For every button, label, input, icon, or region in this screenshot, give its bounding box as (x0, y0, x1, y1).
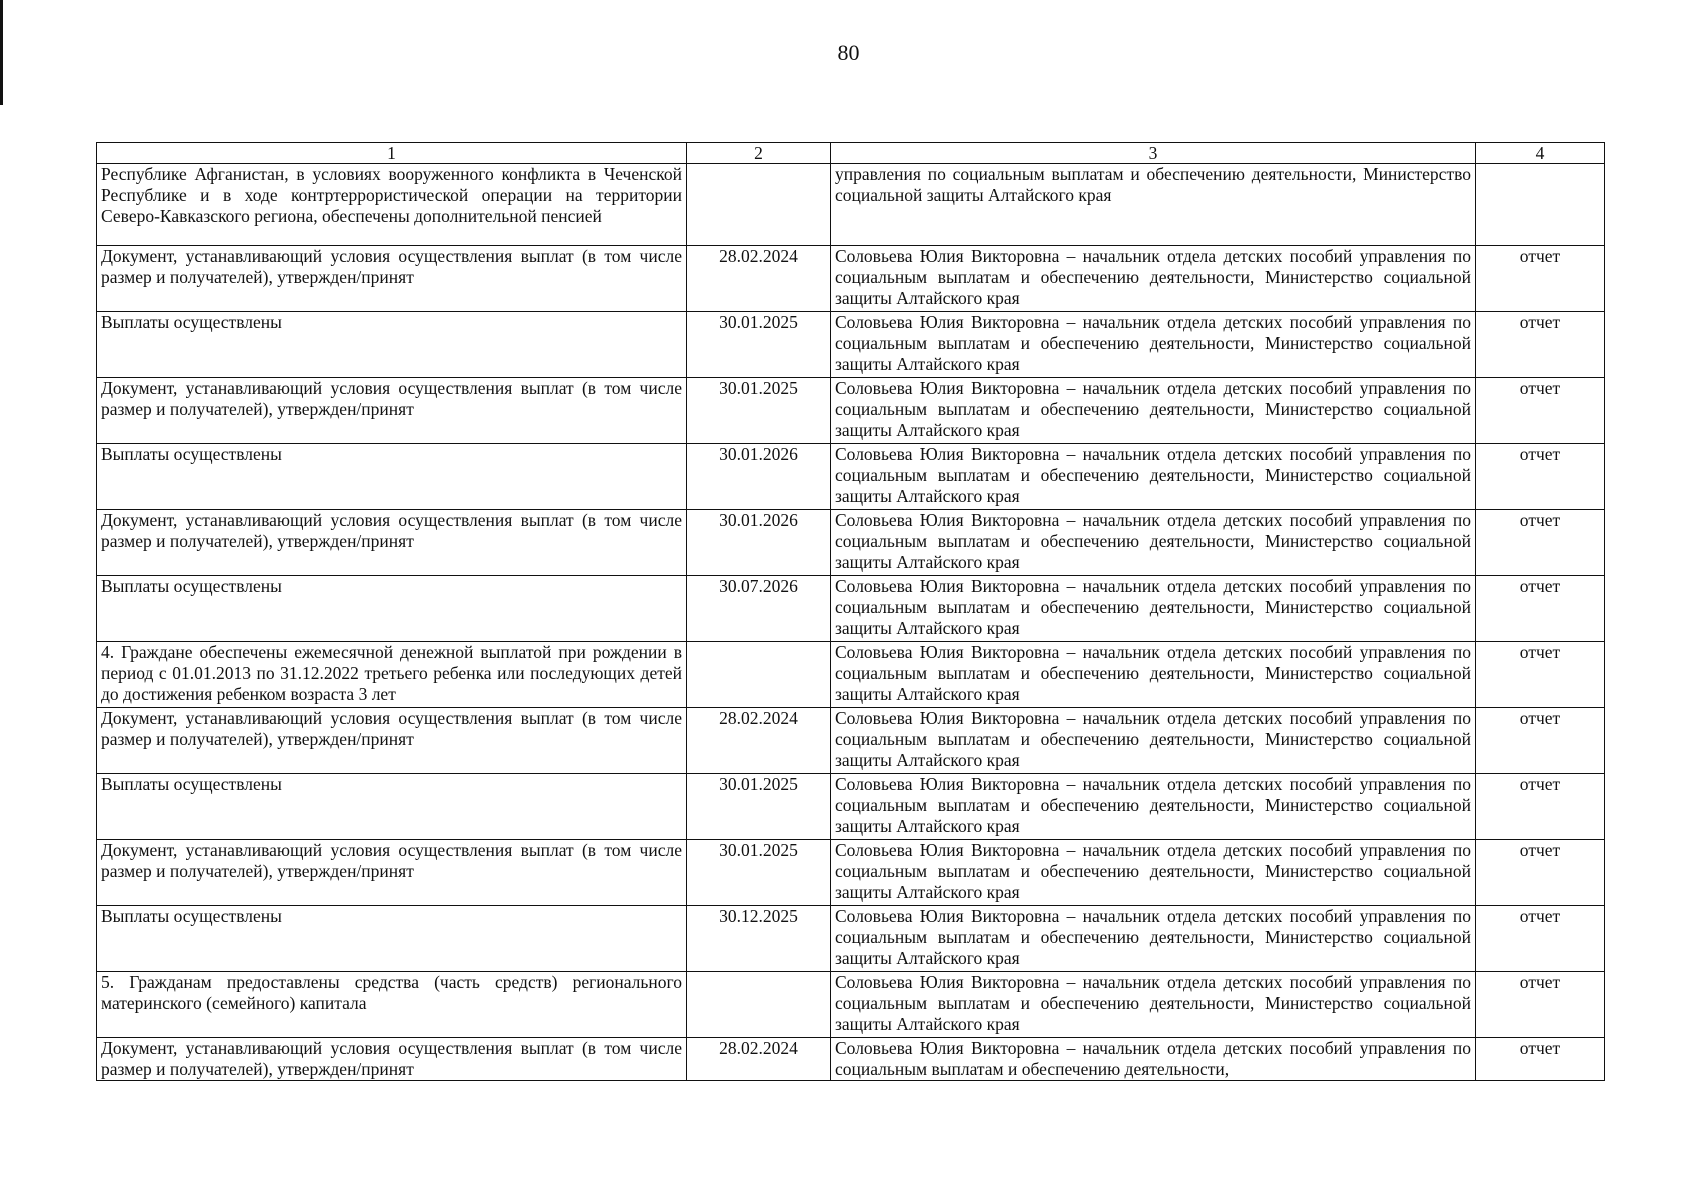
table-row (97, 164, 1605, 246)
date-cell: 30.07.2026 (687, 576, 831, 642)
date-cell: 28.02.2024 (687, 246, 831, 312)
date-cell: 30.01.2025 (687, 378, 831, 444)
description-cell: Республике Афганистан, в условиях вооруженного конфликта в Чеченской Республике и в ходе контртеррористической операции на территории Северо-Кавказского региона, обеспечены дополнительной пенсией (97, 164, 687, 246)
table-row (97, 840, 1605, 906)
table-row (97, 708, 1605, 774)
header-cell-3: 3 (831, 143, 1476, 164)
description-cell: Выплаты осуществлены (97, 576, 687, 642)
table-row (97, 510, 1605, 576)
responsible-cell: Соловьева Юлия Викторовна – начальник отдела детских пособий управления по социальным выплатам и обеспечению деятельности, Министерство социальной защиты Алтайского края (831, 444, 1476, 510)
document-type-cell: отчет (1476, 642, 1605, 708)
table-row (97, 378, 1605, 444)
responsible-cell: Соловьева Юлия Викторовна – начальник отдела детских пособий управления по социальным выплатам и обеспечению деятельности, Министерство социальной защиты Алтайского края (831, 708, 1476, 774)
table-row (97, 312, 1605, 378)
document-type-cell: отчет (1476, 906, 1605, 972)
responsible-cell: Соловьева Юлия Викторовна – начальник отдела детских пособий управления по социальным выплатам и обеспечению деятельности, Министерство социальной защиты Алтайского края (831, 576, 1476, 642)
description-cell: Документ, устанавливающий условия осуществления выплат (в том числе размер и получателей), утвержден/принят (97, 246, 687, 312)
description-cell: 5. Гражданам предоставлены средства (часть средств) регионального материнского (семейного) капитала (97, 972, 687, 1038)
responsible-cell: Соловьева Юлия Викторовна – начальник отдела детских пособий управления по социальным выплатам и обеспечению деятельности, Министерство социальной защиты Алтайского края (831, 378, 1476, 444)
header-cell-2: 2 (687, 143, 831, 164)
date-cell: 28.02.2024 (687, 708, 831, 774)
description-cell: Документ, устанавливающий условия осуществления выплат (в том числе размер и получателей), утвержден/принят (97, 1038, 687, 1081)
date-cell (687, 972, 831, 1038)
responsible-cell: Соловьева Юлия Викторовна – начальник отдела детских пособий управления по социальным выплатам и обеспечению деятельности, Министерство социальной защиты Алтайского края (831, 312, 1476, 378)
responsible-cell: Соловьева Юлия Викторовна – начальник отдела детских пособий управления по социальным выплатам и обеспечению деятельности, Министерство социальной защиты Алтайского края (831, 642, 1476, 708)
date-cell: 28.02.2024 (687, 1038, 831, 1081)
document-type-cell: отчет (1476, 246, 1605, 312)
table-row (97, 444, 1605, 510)
document-table (96, 142, 1605, 1081)
description-cell: Документ, устанавливающий условия осуществления выплат (в том числе размер и получателей), утвержден/принят (97, 840, 687, 906)
document-type-cell: отчет (1476, 576, 1605, 642)
description-cell: Выплаты осуществлены (97, 444, 687, 510)
date-cell: 30.12.2025 (687, 906, 831, 972)
page-number: 80 (837, 40, 860, 65)
document-type-cell: отчет (1476, 312, 1605, 378)
document-type-cell: отчет (1476, 378, 1605, 444)
responsible-cell: Соловьева Юлия Викторовна – начальник отдела детских пособий управления по социальным выплатам и обеспечению деятельности, Министерство социальной защиты Алтайского края (831, 510, 1476, 576)
date-cell: 30.01.2026 (687, 444, 831, 510)
table-row (97, 774, 1605, 840)
table-row (97, 972, 1605, 1038)
description-cell: Документ, устанавливающий условия осуществления выплат (в том числе размер и получателей), утвержден/принят (97, 708, 687, 774)
description-cell: Выплаты осуществлены (97, 774, 687, 840)
table-body (97, 164, 1605, 1081)
document-type-cell: отчет (1476, 1038, 1605, 1081)
header-cell-4: 4 (1476, 143, 1605, 164)
date-cell: 30.01.2025 (687, 774, 831, 840)
date-cell: 30.01.2026 (687, 510, 831, 576)
date-cell: 30.01.2025 (687, 312, 831, 378)
description-cell: Документ, устанавливающий условия осуществления выплат (в том числе размер и получателей), утвержден/принят (97, 510, 687, 576)
document-type-cell: отчет (1476, 972, 1605, 1038)
description-cell: Документ, устанавливающий условия осуществления выплат (в том числе размер и получателей), утвержден/принят (97, 378, 687, 444)
document-type-cell: отчет (1476, 840, 1605, 906)
header-cell-1: 1 (97, 143, 687, 164)
description-cell: 4. Граждане обеспечены ежемесячной денежной выплатой при рождении в период с 01.01.2013 по 31.12.2022 третьего ребенка или последующих детей до достижения ребенком возраста 3 лет (97, 642, 687, 708)
document-type-cell: отчет (1476, 510, 1605, 576)
date-cell (687, 642, 831, 708)
document-type-cell: отчет (1476, 708, 1605, 774)
table-row (97, 576, 1605, 642)
responsible-cell: Соловьева Юлия Викторовна – начальник отдела детских пособий управления по социальным выплатам и обеспечению деятельности, (831, 1038, 1476, 1081)
table-row (97, 906, 1605, 972)
table-row (97, 246, 1605, 312)
responsible-cell: управления по социальным выплатам и обеспечению деятельности, Министерство социальной защиты Алтайского края (831, 164, 1476, 246)
responsible-cell: Соловьева Юлия Викторовна – начальник отдела детских пособий управления по социальным выплатам и обеспечению деятельности, Министерство социальной защиты Алтайского края (831, 840, 1476, 906)
responsible-cell: Соловьева Юлия Викторовна – начальник отдела детских пособий управления по социальным выплатам и обеспечению деятельности, Министерство социальной защиты Алтайского края (831, 774, 1476, 840)
table-row (97, 1038, 1605, 1081)
description-cell: Выплаты осуществлены (97, 312, 687, 378)
responsible-cell: Соловьева Юлия Викторовна – начальник отдела детских пособий управления по социальным выплатам и обеспечению деятельности, Министерство социальной защиты Алтайского края (831, 972, 1476, 1038)
responsible-cell: Соловьева Юлия Викторовна – начальник отдела детских пособий управления по социальным выплатам и обеспечению деятельности, Министерство социальной защиты Алтайского края (831, 906, 1476, 972)
date-cell (687, 164, 831, 246)
date-cell: 30.01.2025 (687, 840, 831, 906)
table-row (97, 642, 1605, 708)
responsible-cell: Соловьева Юлия Викторовна – начальник отдела детских пособий управления по социальным выплатам и обеспечению деятельности, Министерство социальной защиты Алтайского края (831, 246, 1476, 312)
header-row (97, 143, 1605, 164)
document-type-cell: отчет (1476, 444, 1605, 510)
description-cell: Выплаты осуществлены (97, 906, 687, 972)
document-type-cell (1476, 164, 1605, 246)
document-type-cell: отчет (1476, 774, 1605, 840)
